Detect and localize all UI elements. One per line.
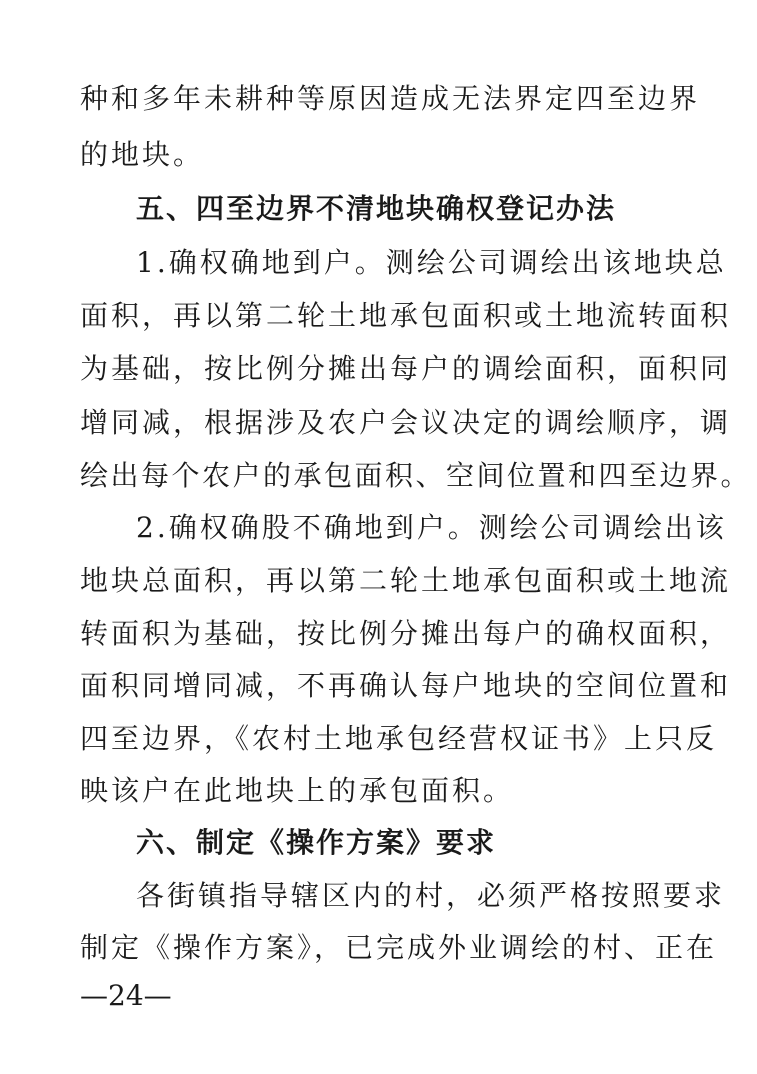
body-text-line: 地块总面积，再以第二轮土地承包面积或土地流	[80, 564, 732, 597]
body-text-line: 为基础，按比例分摊出每户的调绘面积，面积同	[80, 352, 732, 385]
body-text-line: 2.确权确股不确地到户。测绘公司调绘出该	[136, 511, 727, 544]
body-text-line: 各街镇指导辖区内的村，必须严格按照要求	[136, 879, 726, 912]
body-text-line: 绘出每个农户的承包面积、空间位置和四至边界。	[80, 459, 752, 492]
body-text-line: 面积，再以第二轮土地承包面积或土地流转面积	[80, 299, 732, 332]
section-heading-5: 五、四至边界不清地块确权登记办法	[136, 192, 617, 225]
body-text-line: 四至边界，《农村土地承包经营权证书》上只反	[80, 722, 718, 755]
section-heading-6: 六、制定《操作方案》要求	[136, 826, 497, 859]
body-text-line: 的地块。	[80, 138, 205, 171]
body-text-line: 映该户在此地块上的承包面积。	[80, 774, 515, 807]
body-text-line: 种和多年未耕种等原因造成无法界定四至边界	[80, 82, 701, 115]
body-text-line: 转面积为基础，按比例分摊出每户的确权面积，	[80, 617, 732, 650]
body-text-line: 增同减，根据涉及农户会议决定的调绘顺序，调	[80, 406, 732, 439]
body-text-line: 制定《操作方案》，已完成外业调绘的村、正在	[80, 931, 718, 964]
page-number: —24—	[80, 979, 172, 1012]
body-text-line: 1.确权确地到户。测绘公司调绘出该地块总	[136, 246, 727, 279]
body-text-line: 面积同增同减，不再确认每户地块的空间位置和	[80, 669, 732, 702]
